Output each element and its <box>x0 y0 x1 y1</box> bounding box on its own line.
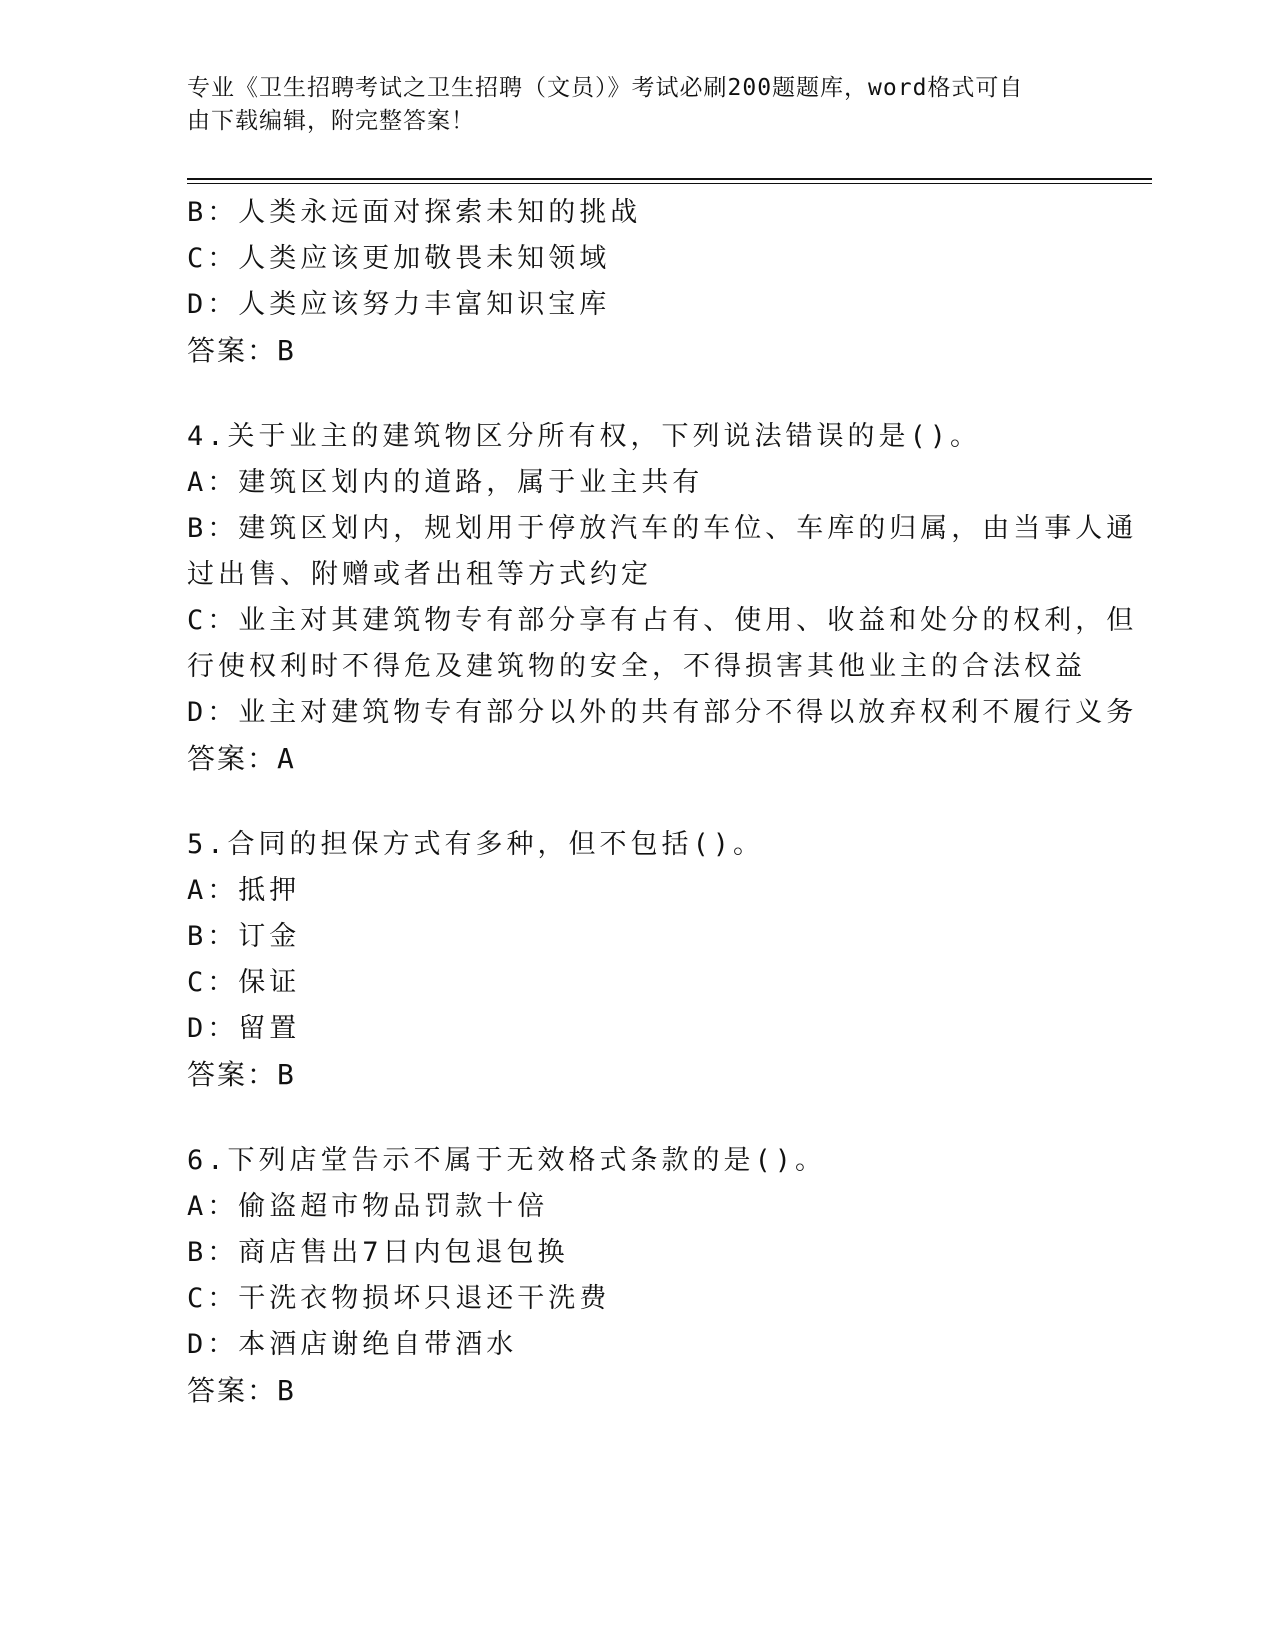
q6-option-a: A：偷盗超市物品罚款十倍 <box>187 1191 549 1222</box>
q4-option-a: A：建筑区划内的道路，属于业主共有 <box>187 467 704 498</box>
question-4-block <box>187 414 1138 782</box>
q5-option-d: D：留置 <box>187 1013 301 1044</box>
q4-question: 4.关于业主的建筑物区分所有权，下列说法错误的是()。 <box>187 421 982 452</box>
q3-option-c: C：人类应该更加敬畏未知领域 <box>187 243 611 274</box>
spacer <box>187 374 1087 414</box>
header-line-1: 专业《卫生招聘考试之卫生招聘（文员）》考试必刷200题题库，word格式可自 <box>187 75 1024 101</box>
question-list <box>187 190 1138 1414</box>
q5-answer: 答案：B <box>187 1058 296 1091</box>
spacer <box>187 1098 1087 1138</box>
q4-answer: 答案：A <box>187 742 296 775</box>
q6-option-c: C：干洗衣物损坏只退还干洗费 <box>187 1283 611 1314</box>
header-divider-thick <box>187 178 1152 180</box>
q3-answer: 答案：B <box>187 334 296 367</box>
q6-question: 6.下列店堂告示不属于无效格式条款的是()。 <box>187 1145 827 1176</box>
q5-question: 5.合同的担保方式有多种，但不包括()。 <box>187 829 765 860</box>
q5-option-c: C：保证 <box>187 967 301 998</box>
q4-option-b-line-1: B：建筑区划内，规划用于停放汽车的车位、车库的归属，由当事人通 <box>187 513 1138 544</box>
header-line-2: 由下载编辑，附完整答案！ <box>187 108 475 134</box>
document-page <box>187 0 1152 1650</box>
question-3-block <box>187 190 1087 374</box>
q4-option-d: D：业主对建筑物专有部分以外的共有部分不得以放弃权利不履行义务 <box>187 697 1138 728</box>
q6-answer: 答案：B <box>187 1374 296 1407</box>
q3-option-b: B：人类永远面对探索未知的挑战 <box>187 197 642 228</box>
question-5-block <box>187 822 1087 1098</box>
q6-option-d: D：本酒店谢绝自带酒水 <box>187 1329 518 1360</box>
q3-option-d: D：人类应该努力丰富知识宝库 <box>187 289 611 320</box>
q6-option-b: B：商店售出7日内包退包换 <box>187 1237 569 1268</box>
q5-option-b: B：订金 <box>187 921 301 952</box>
q4-option-b-line-2: 过出售、附赠或者出租等方式约定 <box>187 559 652 590</box>
q5-option-a: A：抵押 <box>187 875 301 906</box>
question-6-block <box>187 1138 1087 1414</box>
document-header <box>187 72 1067 138</box>
header-divider-thin <box>187 183 1152 184</box>
spacer <box>187 782 1087 822</box>
q4-option-c-line-1: C：业主对其建筑物专有部分享有占有、使用、收益和处分的权利，但 <box>187 605 1138 636</box>
q4-option-c-line-2: 行使权利时不得危及建筑物的安全，不得损害其他业主的合法权益 <box>187 651 1086 682</box>
